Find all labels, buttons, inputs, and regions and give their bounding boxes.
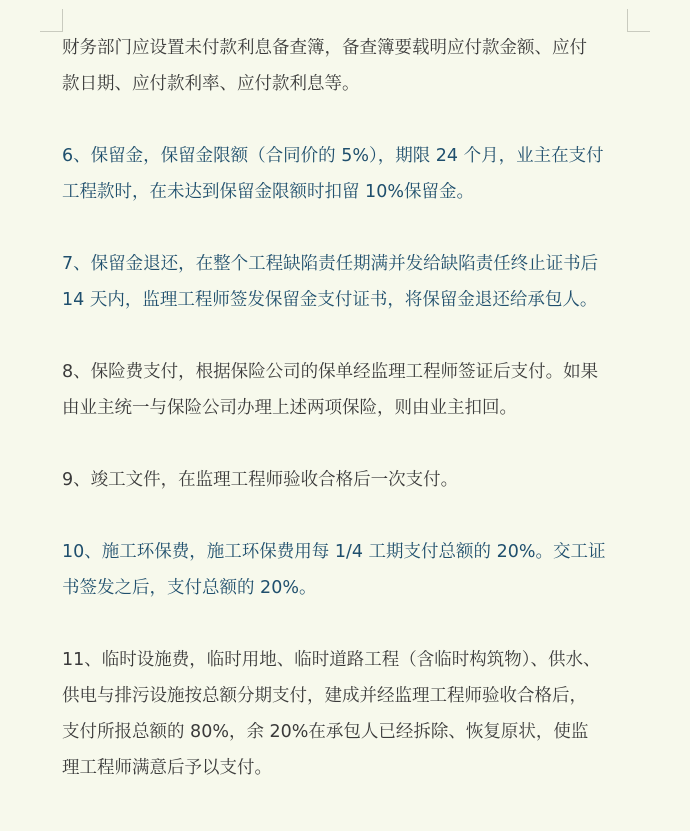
margin-corner-mark-top-right (627, 9, 650, 32)
paragraph-insurance-payment: 8、保险费支付，根据保险公司的保单经监理工程师签证后支付。如果 由业主统一与保险公司办理上述两项保险，则由业主扣回。 (62, 362, 599, 418)
paragraph-temporary-facilities: 11、临时设施费，临时用地、临时道路工程（含临时构筑物）、供水、 供电与排污设施按总额分期支付，建成并经监理工程师验收合格后， 支付所报总额的 80%，余 20%在承包人已经拆除、恢复原状，使监 理工程师满意后予以支付。 (62, 650, 601, 778)
paragraph-retention-money: 6、保留金，保留金限额（合同价的 5%），期限 24 个月，业主在支付 工程款时，在未达到保留金限额时扣留 10%保留金。 (62, 146, 604, 202)
paragraph-completion-documents: 9、竣工文件，在监理工程师验收合格后一次支付。 (62, 470, 459, 490)
paragraph-interest-ledger: 财务部门应设置未付款利息备查簿，备查簿要载明应付款金额、应付 款日期、应付款利率、应付款利息等。 (62, 38, 587, 94)
document-body (62, 30, 634, 822)
margin-corner-mark-top-left (40, 9, 63, 32)
paragraph-retention-refund: 7、保留金退还，在整个工程缺陷责任期满并发给缺陷责任终止证书后 14 天内，监理工程师签发保留金支付证书，将保留金退还给承包人。 (62, 254, 599, 310)
paragraph-environmental-fee: 10、施工环保费，施工环保费用每 1/4 工期支付总额的 20%。交工证 书签发之后，支付总额的 20%。 (62, 542, 606, 598)
